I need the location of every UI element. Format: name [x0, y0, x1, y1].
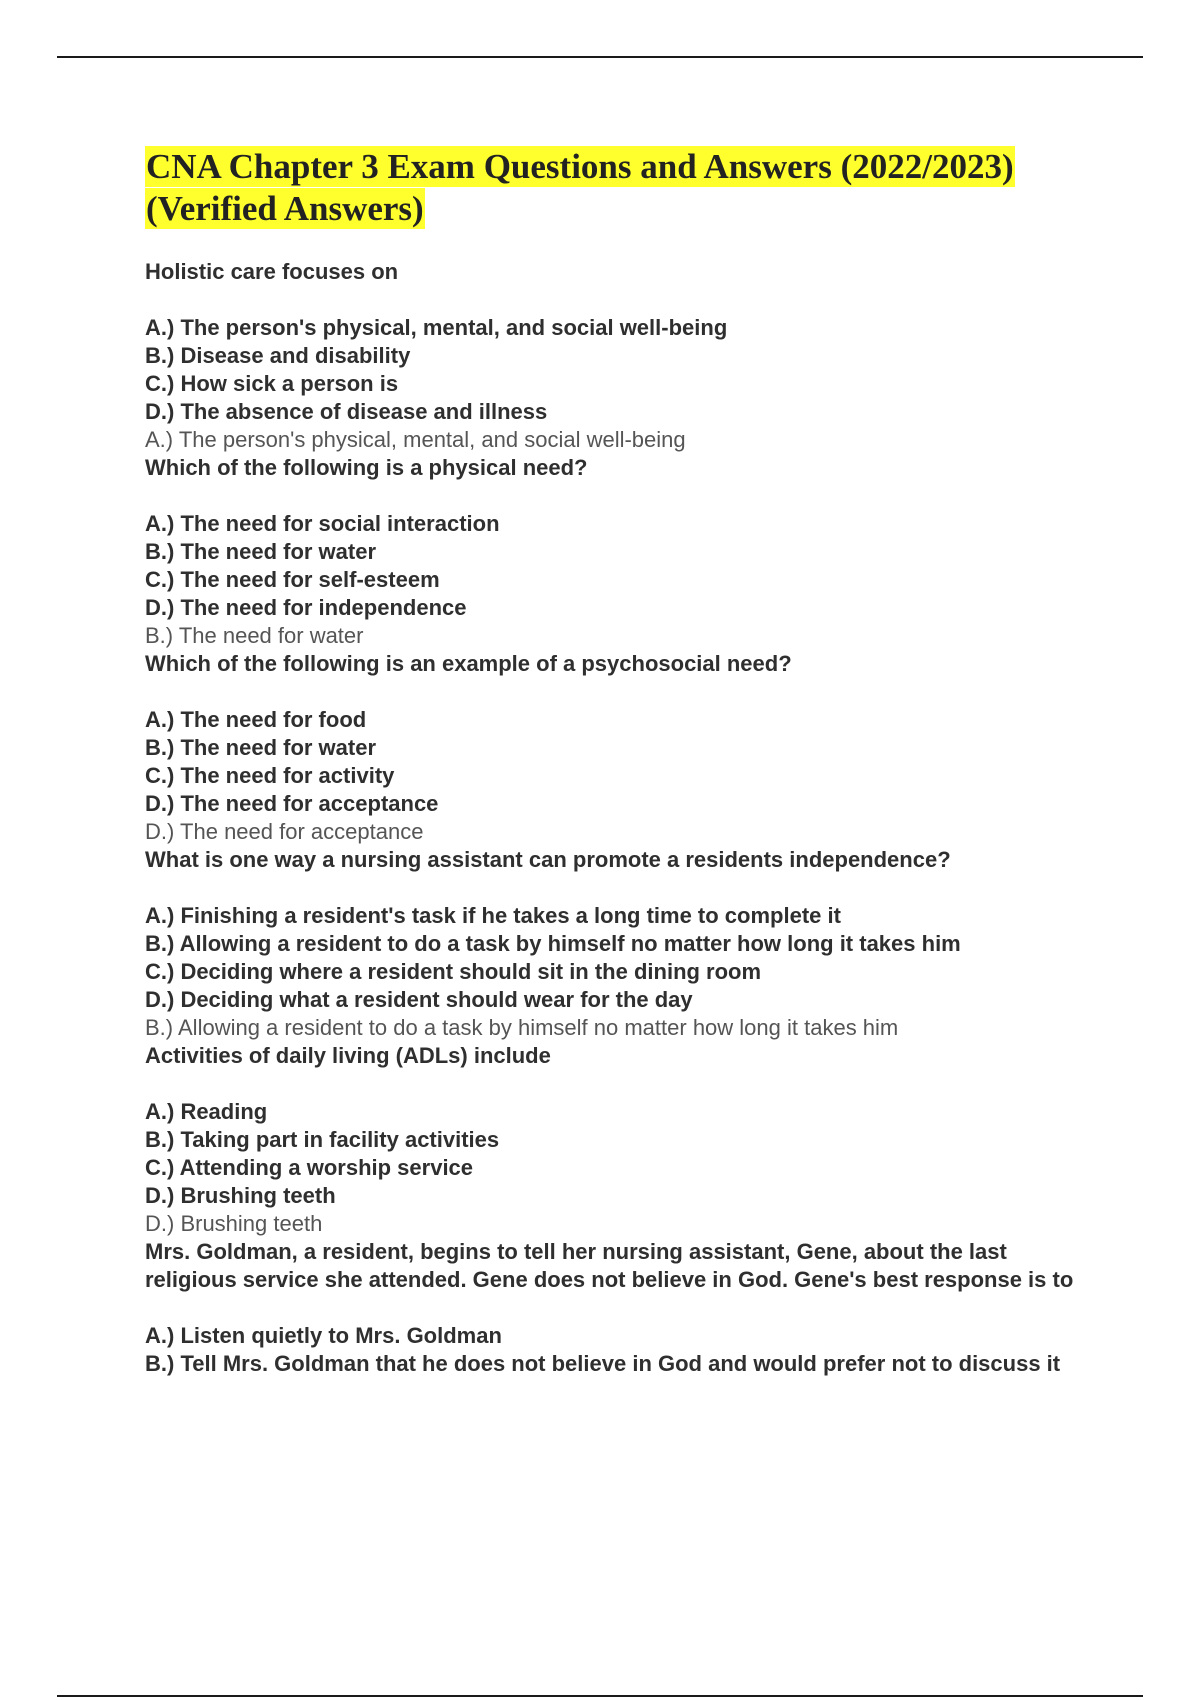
answer-text: B.) Allowing a resident to do a task by himself no matter how long it takes him	[145, 1015, 899, 1040]
document-body	[145, 146, 1085, 1378]
option-b: B.) Taking part in facility activities	[145, 1127, 500, 1152]
question-text: Holistic care focuses on	[145, 259, 399, 284]
top-rule	[57, 56, 1143, 58]
question-text: Which of the following is an example of a psychosocial need?	[145, 651, 792, 676]
option-d: D.) Deciding what a resident should wear for the day	[145, 987, 693, 1012]
option-a: A.) Listen quietly to Mrs. Goldman	[145, 1323, 502, 1348]
question-text: Which of the following is a physical need?	[145, 455, 588, 480]
question-block	[145, 846, 1085, 1042]
title-line-2: (Verified Answers)	[146, 189, 424, 228]
bottom-rule	[57, 1695, 1143, 1697]
answer-text: A.) The person's physical, mental, and social well-being	[145, 427, 686, 452]
option-c: C.) Attending a worship service	[145, 1155, 474, 1180]
option-d: D.) Brushing teeth	[145, 1183, 336, 1208]
question-text: What is one way a nursing assistant can promote a residents independence?	[145, 847, 951, 872]
option-d: D.) The absence of disease and illness	[145, 399, 548, 424]
option-c: C.) The need for self-esteem	[145, 567, 440, 592]
document-title	[145, 146, 1085, 230]
option-b: B.) The need for water	[145, 539, 377, 564]
option-a: A.) Finishing a resident's task if he takes a long time to complete it	[145, 903, 841, 928]
question-text: Activities of daily living (ADLs) include	[145, 1043, 551, 1068]
question-block	[145, 1042, 1085, 1238]
option-d: D.) The need for acceptance	[145, 791, 439, 816]
question-block	[145, 454, 1085, 650]
question-block	[145, 258, 1085, 454]
title-line-1: CNA Chapter 3 Exam Questions and Answers (2022/2023)	[146, 147, 1014, 186]
option-b: B.) Allowing a resident to do a task by himself no matter how long it takes him	[145, 931, 961, 956]
answer-text: D.) The need for acceptance	[145, 819, 424, 844]
answer-text: B.) The need for water	[145, 623, 364, 648]
option-a: A.) The need for food	[145, 707, 367, 732]
option-b: B.) The need for water	[145, 735, 377, 760]
option-d: D.) The need for independence	[145, 595, 467, 620]
option-a: A.) Reading	[145, 1099, 268, 1124]
option-b: B.) Disease and disability	[145, 343, 411, 368]
option-a: A.) The person's physical, mental, and social well-being	[145, 315, 728, 340]
question-block	[145, 1238, 1085, 1378]
option-c: C.) The need for activity	[145, 763, 395, 788]
option-a: A.) The need for social interaction	[145, 511, 500, 536]
option-c: C.) How sick a person is	[145, 371, 399, 396]
answer-text: D.) Brushing teeth	[145, 1211, 323, 1236]
option-b: B.) Tell Mrs. Goldman that he does not believe in God and would prefer not to discuss it	[145, 1351, 1061, 1376]
question-block	[145, 650, 1085, 846]
option-c: C.) Deciding where a resident should sit in the dining room	[145, 959, 762, 984]
question-text: Mrs. Goldman, a resident, begins to tell her nursing assistant, Gene, about the last religious service she attended. Gene does not believe in God. Gene's best response is to	[145, 1239, 1074, 1292]
